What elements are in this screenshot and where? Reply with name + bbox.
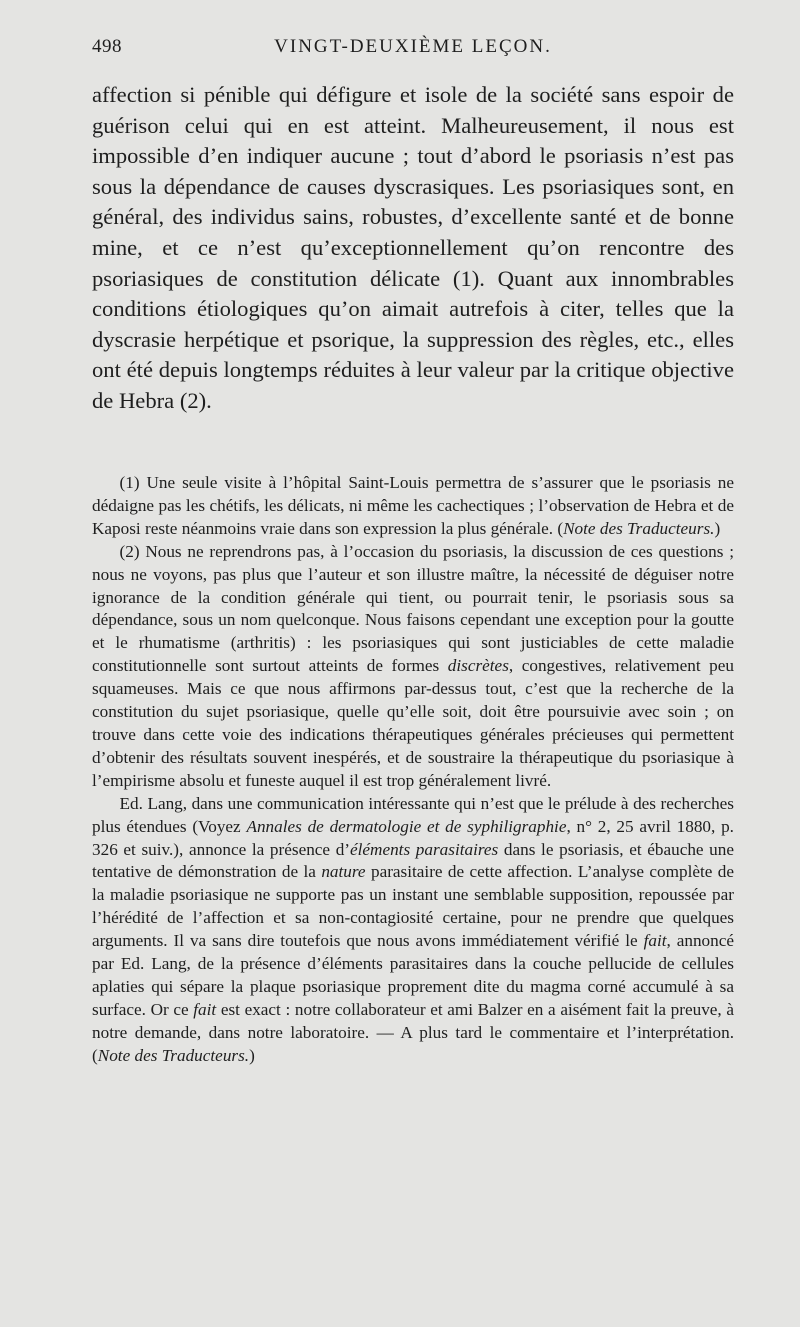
footnote-3-part5: , annoncé par Ed. Lang, de la présence d’éléments parasitaires dans la couche pellucide de cellules aplaties qui sépare la plaque psoriasique proprement dite du magma corné accumulé à sa surface. Or ce	[92, 931, 734, 1019]
footnote-1	[92, 472, 734, 541]
footnote-1-attribution: Note des Traducteurs.	[563, 518, 715, 538]
footnote-3-italic4: fait	[643, 931, 667, 951]
main-paragraph: affection si pénible qui défigure et isole de la société sans espoir de guérison celui qui en est atteint. Malheureusement, il nous est impossible d’en indiquer aucune ; tout d’abord le psoriasis n’est pas sous la dépendance de causes dyscrasiques. Les psoriasiques sont, en général, des individus sains, robustes, d’excellente santé et de bonne mine, et ce n’est qu’exceptionnellement qu’on rencontre des psoriasiques de constitution délicate (1). Quant aux innombrables conditions étiologiques qu’on aimait autrefois à citer, telles que la dyscrasie herpétique et psorique, la suppression des règles, etc., elles ont été depuis longtemps réduites à leur valeur par la critique objective de Hebra (2).	[92, 82, 734, 413]
footnote-2	[92, 541, 734, 793]
footnote-2-italic: discrètes	[447, 656, 509, 676]
page-number: 498	[92, 36, 122, 57]
footnote-2-part2: , congestives, relativement peu squameuses. Mais ce que nous affirmons par-dessus tout, c’est que la recherche de la constitution du sujet psoriasique, quelle qu’elle soit, doit être poursuivie avec soin ; on trouve dans cette voie des indications thérapeutiques générales précieuses qui permettent d’obtenir des résultats souvent inespérés, et de soustraire la thérapeutique du psoriasique à l’empirisme absolu et funeste auquel il est trop généralement livré.	[92, 656, 734, 790]
footnote-3-italic3: nature	[321, 862, 366, 882]
footnote-3-part6: est exact : notre collaborateur et ami Balzer en a aisément fait la preuve, à notre demande, dans notre laboratoire. — A plus tard le commentaire et l’interprétation. (	[92, 999, 734, 1065]
main-text	[92, 80, 734, 417]
footnote-3	[92, 793, 734, 1068]
footnote-3-attribution: Note des Traducteurs.	[97, 1045, 250, 1065]
footnote-1-close: )	[714, 518, 721, 538]
footnote-2-part1: (2) Nous ne reprendrons pas, à l’occasion du psoriasis, la discussion de ces questions ; nous ne voyons, pas plus que l’auteur et son illustre maître, la nécessité de déguiser notre ignorance de la condition générale qui tient, ou pourrait tenir, le psoriasis sous sa dépendance, sous un nom quelconque. Nous faisons cependant une exception pour la goutte et le rhumatisme (arthritis) : les psoriasiques qui sont justiciables de cette maladie constitutionnelle sont surtout atteints de formes	[92, 541, 734, 676]
running-title: VINGT-DEUXIÈME LEÇON.	[274, 36, 552, 57]
footnote-3-part2: , n° 2, 25 avril 1880, p. 326 et suiv.), annonce la présence d’	[92, 816, 734, 859]
footnote-3-close: )	[249, 1045, 255, 1065]
footnote-3-part4: parasitaire de cette affection. L’analyse complète de la maladie psoriasique ne supporte pas un instant une semblable supposition, repoussée par l’hérédité de l’affection et sa non-contagiosité certaine, pour ne prendre que quelques arguments. Il va sans dire toutefois que nous avons immédiatement vérifié le	[92, 862, 735, 951]
footnote-3-italic5: fait	[193, 999, 217, 1019]
footnote-1-text: (1) Une seule visite à l’hôpital Saint-Louis permettra de s’assurer que le psoriasis ne dédaigne pas les chétifs, les délicats, ni même les cachectiques ; l’observation de Hebra et de Kaposi reste néanmoins vraie dans son expression la plus générale. (	[92, 473, 734, 538]
footnote-3-part1: Ed. Lang, dans une communication intéressante qui n’est que le prélude à des recherches plus étendues (Voyez	[92, 793, 734, 836]
footnote-3-part3: dans le psoriasis, et ébauche une tentative de démonstration de la	[92, 839, 735, 882]
footnotes	[92, 472, 734, 1068]
journal-title: Annales de dermatologie et de syphiligraphie	[246, 816, 567, 836]
footnote-3-italic2: éléments parasitaires	[350, 839, 499, 859]
page-header	[92, 36, 734, 66]
